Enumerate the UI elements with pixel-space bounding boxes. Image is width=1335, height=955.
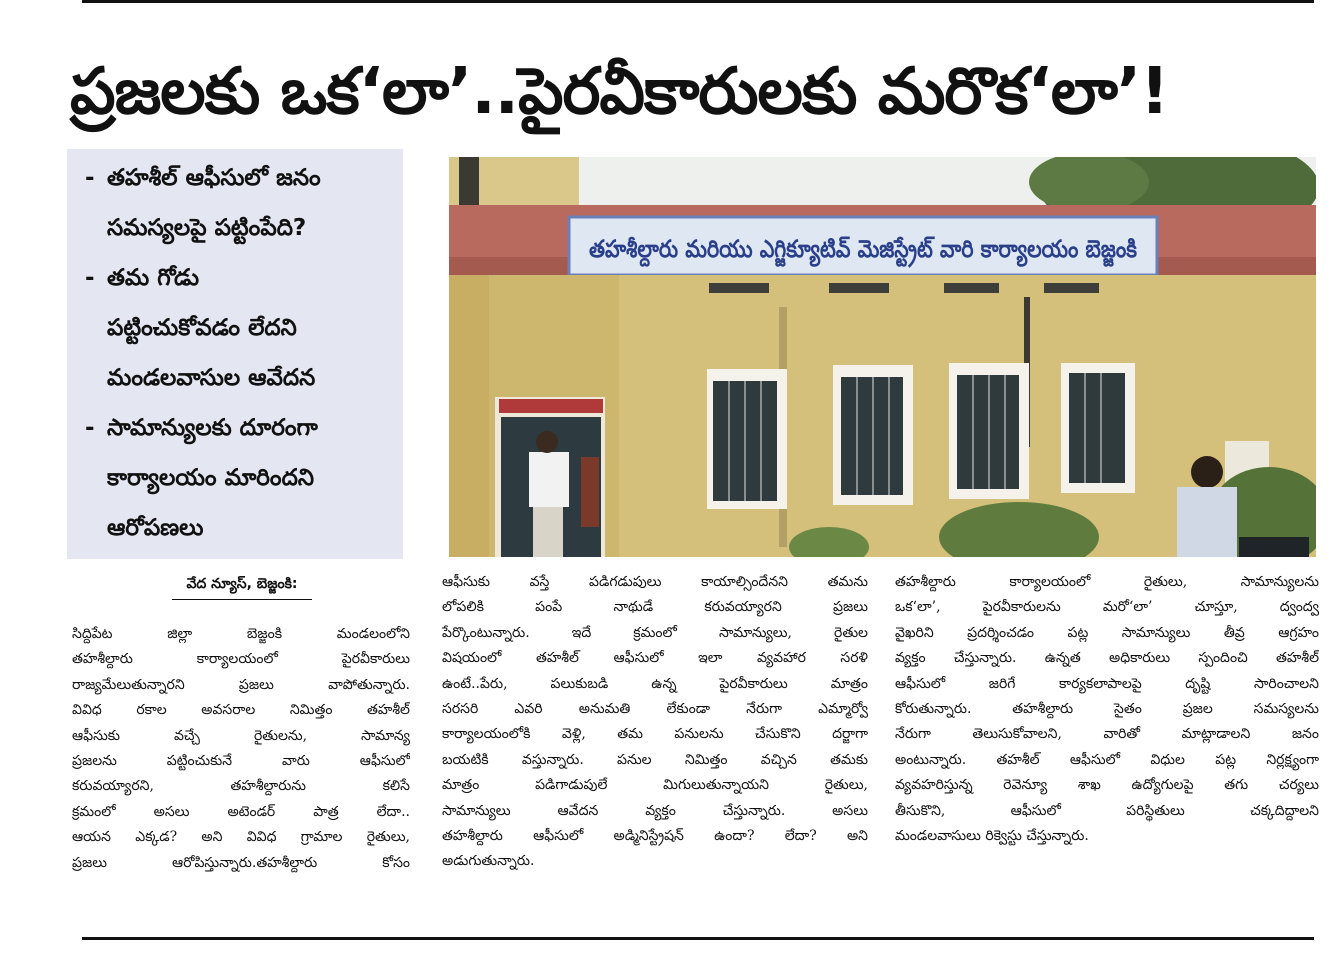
text-line: సిద్దిపేట జిల్లా బెజ్జంకి మండలంలోని bbox=[72, 626, 410, 642]
text-line: అంటున్నారు. తహశీల్ ఆఫీసులో విధుల పట్ల నిర్లక్ష్యంగా bbox=[895, 751, 1319, 768]
text-line: బయటికి వస్తున్నారు. పనుల నిమిత్తం వచ్చిన తమకు bbox=[442, 751, 868, 768]
highlights-box bbox=[67, 149, 403, 559]
highlight-line: మండలవాసుల ఆవేదన bbox=[107, 365, 316, 391]
text-line: ఆఫీసులో జరిగే కార్యకలాపాలపై దృష్టి సారించాలని bbox=[895, 675, 1319, 692]
office-building-image bbox=[449, 157, 1316, 557]
article-column-2 bbox=[442, 570, 868, 875]
highlight-line: కార్యాలయం మారిందని bbox=[107, 465, 314, 491]
top-rule bbox=[82, 0, 1314, 3]
text-line: ఆయన ఎక్కడ? అని వివిధ గ్రామాల రైతులు, bbox=[72, 829, 410, 846]
text-line: ఒక‘లా’, పైరవీకారులను మరో‘లా’ చూస్తూ, ద్వంద్వ bbox=[895, 599, 1319, 616]
article-column-1 bbox=[72, 622, 410, 876]
text-line: అడుగుతున్నారు. bbox=[442, 853, 535, 870]
text-line: ఆఫీసుకు వస్తే పడిగడుపులు కాయాల్సిందేనని తమను bbox=[442, 574, 868, 590]
bullet-dash: - bbox=[85, 415, 95, 441]
text-line: ఆఫీసుకు వచ్చే రైతులను, సామాన్య bbox=[72, 727, 410, 744]
highlight-item bbox=[85, 153, 393, 253]
sign-text: తహశీల్దారు మరియు ఎగ్జిక్యూటివ్ మెజిస్ట్రేట్ వారి కార్యాలయం బెజ్జంకి bbox=[589, 235, 1231, 263]
highlight-line: పట్టించుకోవడం లేదని bbox=[107, 315, 297, 341]
text-line: పేర్కొంటున్నారు. ఇదే క్రమంలో సామాన్యులు, రైతుల bbox=[442, 624, 868, 641]
text-line: వివిధ రకాల అవసరాల నిమిత్తం తహశీల్ bbox=[72, 702, 410, 719]
text-line: రాజ్యమేలుతున్నారని ప్రజలు వాపోతున్నారు. bbox=[72, 676, 410, 693]
highlight-line: తహశీల్ ఆఫీసులో జనం bbox=[107, 165, 321, 191]
text-line: వ్యక్తం చేస్తున్నారు. ఉన్నత అధికారులు స్పందించి తహశీల్ bbox=[895, 650, 1319, 667]
text-line: కోరుతున్నారు. తహశీల్దారు సైతం ప్రజల సమస్యలను bbox=[895, 701, 1319, 718]
text-line: సరసరి ఎవరి అనుమతి లేకుండా నేరుగా ఎమ్మార్వో bbox=[442, 701, 868, 718]
office-photo bbox=[449, 157, 1316, 557]
text-line: కార్యాలయంలోకి వెళ్లి, తమ పనులను చేసుకొని దర్జాగా bbox=[442, 726, 868, 743]
text-line: వైఖరిని ప్రదర్శించడం పట్ల సామాన్యులు తీవ్ర ఆగ్రహం bbox=[895, 624, 1319, 641]
bottom-rule bbox=[82, 937, 1314, 940]
byline: వేద న్యూస్, బెజ్జంకి: bbox=[172, 576, 312, 600]
highlight-line: సమస్యలపై పట్టింపేది? bbox=[107, 215, 307, 241]
text-line: క్రమంలో అసలు అటెండర్ పాత్ర లేదా.. bbox=[72, 803, 410, 820]
highlight-item bbox=[85, 403, 393, 553]
headline: ప్రజలకు ఒక‘లా’..పైరవీకారులకు మరొక‘లా’! bbox=[70, 55, 1169, 129]
text-line: వ్యవహరిస్తున్న రెవెన్యూ శాఖ ఉద్యోగులపై తగు చర్యలు bbox=[895, 777, 1319, 794]
highlight-line: సామాన్యులకు దూరంగా bbox=[107, 415, 318, 441]
text-line: మండలవాసులు రిక్వెస్టు చేస్తున్నారు. bbox=[895, 828, 1089, 845]
highlight-item bbox=[85, 253, 393, 403]
text-line: విషయంలో తహశీల్ ఆఫీసులో ఇలా వ్యవహార సరళి bbox=[442, 650, 868, 667]
text-line: తహశీల్దారు ఆఫీసులో అడ్మినిస్ట్రేషన్ ఉందా? లేదా? అని bbox=[442, 828, 868, 845]
bullet-dash: - bbox=[85, 265, 95, 291]
text-line: కరువయ్యారని, తహశీల్దారును కలిసే bbox=[72, 778, 410, 795]
text-line: ఉంటే..పేరు, పలుకుబడి ఉన్న పైరవీకారులు మాత్రం bbox=[442, 675, 868, 692]
text-line: ప్రజలు ఆరోపిస్తున్నారు.తహశీల్దారు కోసం bbox=[72, 854, 410, 871]
bullet-dash: - bbox=[85, 165, 95, 191]
text-line: లోపలికి పంపే నాథుడే కరువయ్యారని ప్రజలు bbox=[442, 599, 868, 616]
text-line: మాత్రం పడిగాడుపులే మిగులుతున్నాయని రైతులు, bbox=[442, 777, 868, 794]
text-line: నేరుగా తెలుసుకోవాలని, వారితో మాట్లాడాలని జనం bbox=[895, 726, 1319, 743]
text-line: తహశీల్దారు కార్యాలయంలో పైరవీకారులు bbox=[72, 651, 410, 668]
text-line: తీసుకొని, ఆఫీసులో పరిస్థితులు చక్కదిద్దాలని bbox=[895, 802, 1319, 819]
highlight-line: ఆరోపణలు bbox=[107, 515, 204, 541]
text-line: తహశీల్దారు కార్యాలయంలో రైతులు, సామాన్యులను bbox=[895, 574, 1319, 590]
text-line: సామాన్యులు ఆవేదన వ్యక్తం చేస్తున్నారు. అసలు bbox=[442, 802, 868, 819]
article-column-3 bbox=[895, 570, 1319, 849]
text-line: ప్రజలను పట్టించుకునే వారు ఆఫీసులో bbox=[72, 753, 410, 770]
highlight-line: తమ గోడు bbox=[107, 265, 200, 291]
